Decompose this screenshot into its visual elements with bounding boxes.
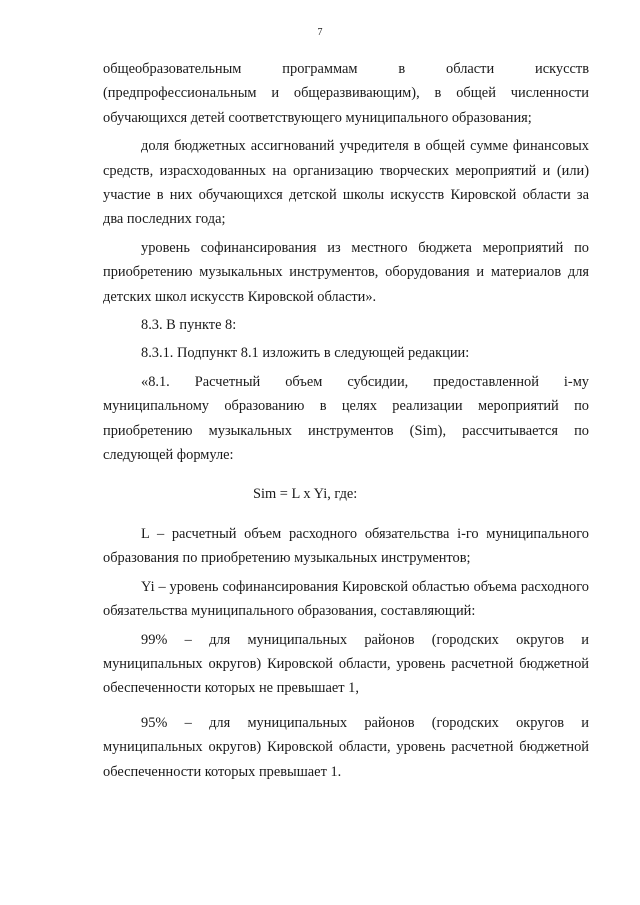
paragraph-2: доля бюджетных ассигнований учредителя в общей сумме финансовых средств, израсходованных на организацию творческих мероприятий и (или) участие в них обучающихся детской школы искусств Кировской области за два последних года; <box>103 138 589 228</box>
paragraph-1: (предпрофессиональным и общеразвивающим), в общей численности обучающихся детей соответствующего муниципального образования; <box>103 85 589 126</box>
paragraph-5: 8.3.1. Подпункт 8.1 изложить в следующей редакции: <box>141 345 470 362</box>
page-number: 7 <box>317 27 323 38</box>
paragraph-4: 8.3. В пункте 8: <box>141 317 237 334</box>
document-body <box>103 57 589 784</box>
formula: Sim = L x Yi, где: <box>253 485 358 502</box>
paragraph-9: 99% – для муниципальных районов (городских округов и муниципальных округов) Кировской области, уровень расчетной бюджетной обеспеченности которых не превышает 1, <box>103 631 589 697</box>
paragraph-10: 95% – для муниципальных районов (городских округов и муниципальных округов) Кировской области, уровень расчетной бюджетной обеспеченности которых превышает 1. <box>103 714 589 780</box>
paragraph-1-first-line: общеобразовательным программам в области искусств <box>103 61 589 77</box>
paragraph-8: Yi – уровень софинансирования Кировской областью объема расходного обязательства муниципального образования, составляющий: <box>103 578 589 620</box>
paragraph-6: «8.1. Расчетный объем субсидии, предоставленной i-му муниципальному образованию в целях реализации мероприятий по приобретению музыкальных инструментов (Sim), рассчитывается по следующей формуле: <box>103 373 589 464</box>
paragraph-3: уровень софинансирования из местного бюджета мероприятий по приобретению музыкальных инструментов, оборудования и материалов для детских школ искусств Кировской области». <box>103 239 589 305</box>
paragraph-7: L – расчетный объем расходного обязательства i-го муниципального образования по приобретению музыкальных инструментов; <box>103 525 589 567</box>
